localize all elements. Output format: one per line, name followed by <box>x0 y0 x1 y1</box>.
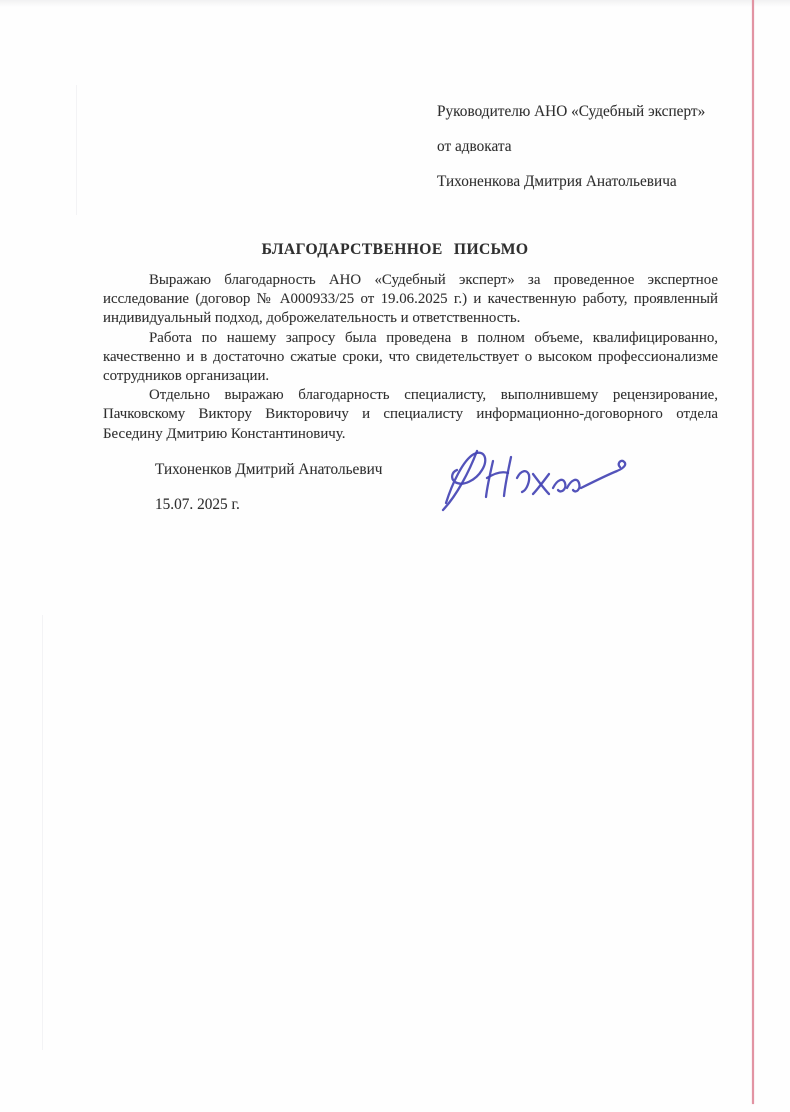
scan-red-margin-line <box>752 0 754 1104</box>
signoff-name: Тихоненков Дмитрий Анатольевич <box>155 461 383 478</box>
recipient-organization: Руководителю АНО «Судебный эксперт» <box>437 103 706 120</box>
paragraph-gratitude: Выражаю благодарность АНО «Судебный эксперт» за проведенное экспертное исследование (договор № А000933/25 от 19.06.2025 г.) и качественную работу, проявленный индивидуальный подход, доброжелательность и ответственность. <box>103 272 718 327</box>
scan-top-edge-shadow <box>0 0 790 7</box>
scan-fold-line-bottom <box>42 615 43 1050</box>
signoff-date: 15.07. 2025 г. <box>155 496 240 513</box>
scan-fold-line-top <box>76 85 77 215</box>
recipient-from-role: от адвоката <box>437 138 512 155</box>
letter-title: БЛАГОДАРСТВЕННОЕ ПИСЬМО <box>261 241 529 258</box>
paragraph-specialists: Отдельно выражаю благодарность специалисту, выполнившему рецензирование, Пачковскому Виктору Викторовичу и специалисту информационно-договорного отдела Беседину Дмитрию Константиновичу. <box>103 387 718 442</box>
recipient-block <box>437 94 705 199</box>
handwritten-signature-icon <box>436 440 636 515</box>
paragraph-work-quality: Работа по нашему запросу была проведена в полном объеме, квалифицированно, качественно и в достаточно сжатые сроки, что свидетельствует о высоком профессионализме сотрудников организации. <box>103 329 718 385</box>
recipient-from-name: Тихоненкова Дмитрия Анатольевича <box>437 173 677 190</box>
letter-body <box>103 271 718 444</box>
